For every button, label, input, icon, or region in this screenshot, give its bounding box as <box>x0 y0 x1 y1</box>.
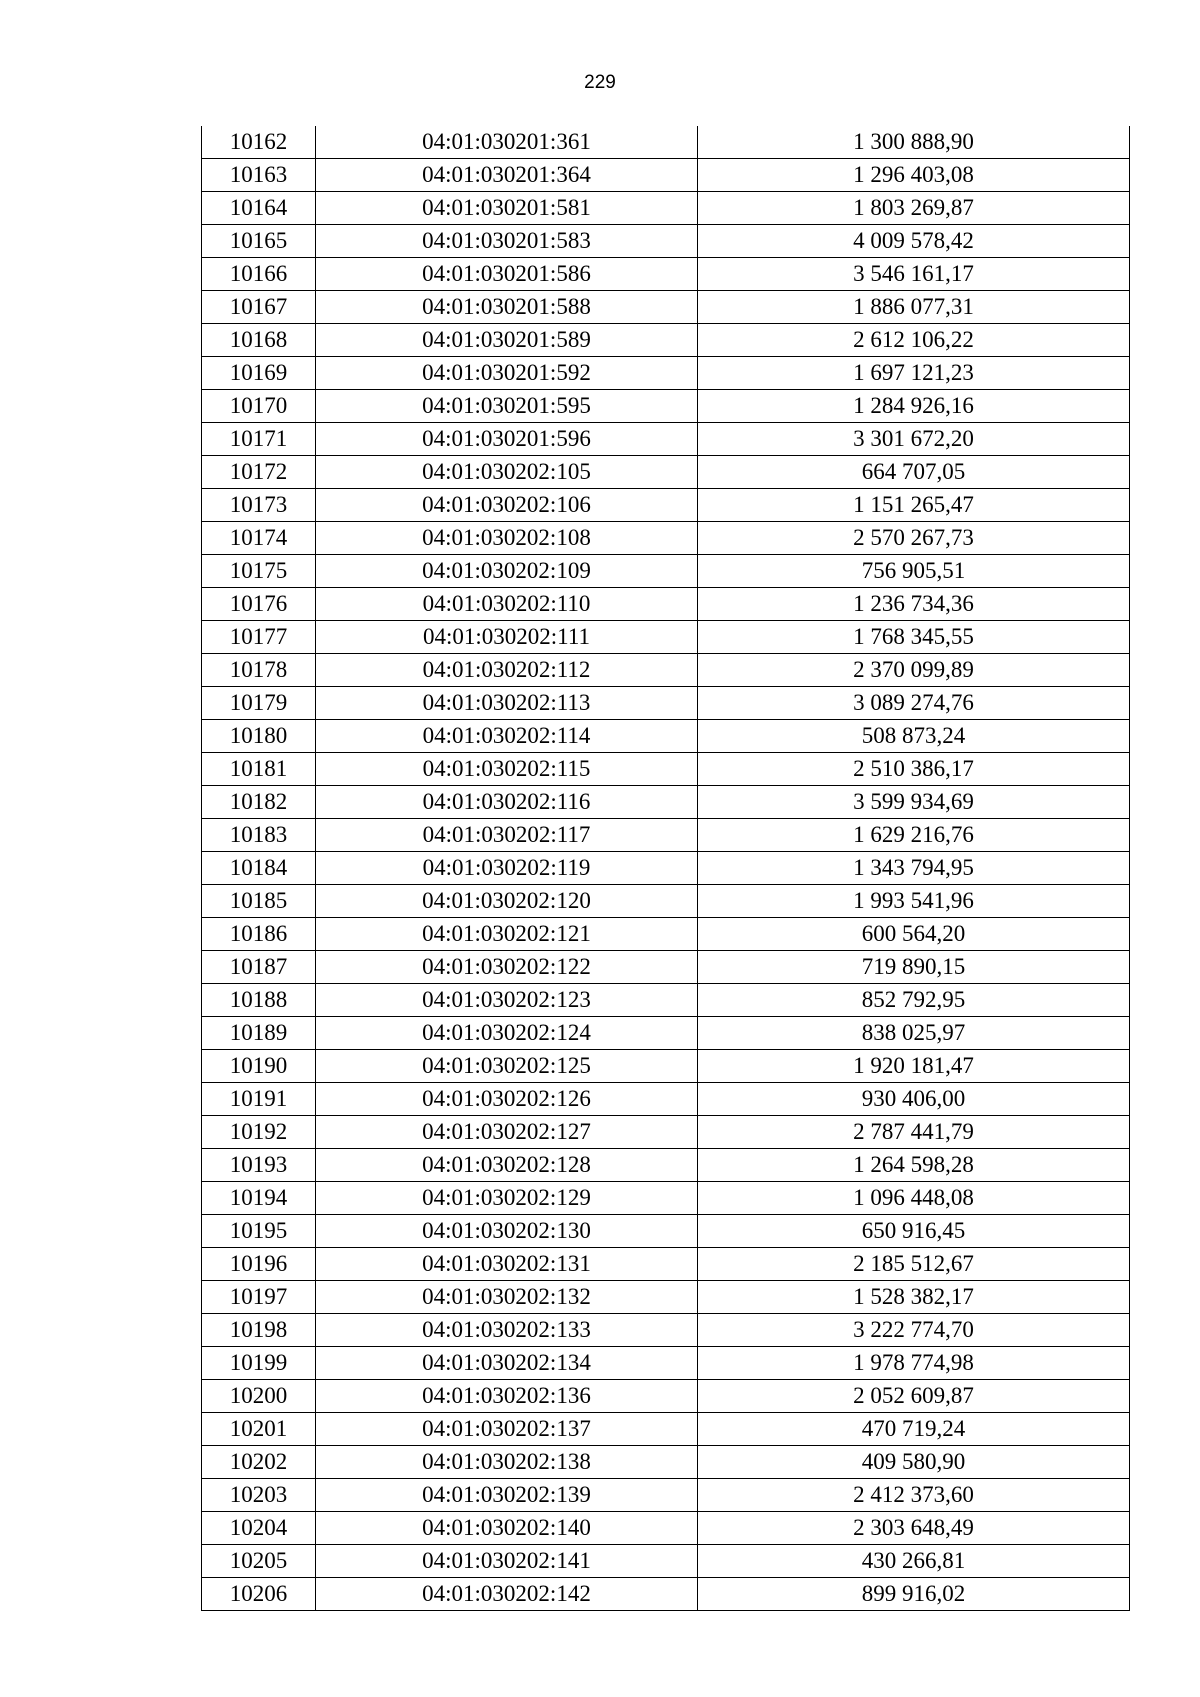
table-row <box>202 489 1130 522</box>
row-number-cell: 10203 <box>202 1479 316 1512</box>
table-row <box>202 1512 1130 1545</box>
table-row <box>202 1314 1130 1347</box>
cadastral-number-cell: 04:01:030202:114 <box>316 720 698 753</box>
table-row <box>202 1479 1130 1512</box>
value-cell: 650 916,45 <box>698 1215 1130 1248</box>
cadastral-number-cell: 04:01:030202:139 <box>316 1479 698 1512</box>
value-cell: 2 510 386,17 <box>698 753 1130 786</box>
table-row <box>202 159 1130 192</box>
cadastral-number-cell: 04:01:030201:361 <box>316 126 698 159</box>
value-cell: 1 886 077,31 <box>698 291 1130 324</box>
row-number-cell: 10192 <box>202 1116 316 1149</box>
row-number-cell: 10162 <box>202 126 316 159</box>
value-cell: 2 787 441,79 <box>698 1116 1130 1149</box>
table-row <box>202 819 1130 852</box>
cadastral-number-cell: 04:01:030202:119 <box>316 852 698 885</box>
table-row <box>202 1050 1130 1083</box>
value-cell: 1 343 794,95 <box>698 852 1130 885</box>
value-cell: 2 612 106,22 <box>698 324 1130 357</box>
row-number-cell: 10176 <box>202 588 316 621</box>
cadastral-number-cell: 04:01:030202:117 <box>316 819 698 852</box>
cadastral-number-cell: 04:01:030202:140 <box>316 1512 698 1545</box>
row-number-cell: 10190 <box>202 1050 316 1083</box>
table-row <box>202 786 1130 819</box>
row-number-cell: 10194 <box>202 1182 316 1215</box>
value-cell: 1 768 345,55 <box>698 621 1130 654</box>
value-cell: 930 406,00 <box>698 1083 1130 1116</box>
table-row <box>202 291 1130 324</box>
row-number-cell: 10195 <box>202 1215 316 1248</box>
value-cell: 1 629 216,76 <box>698 819 1130 852</box>
value-cell: 1 284 926,16 <box>698 390 1130 423</box>
table-row <box>202 588 1130 621</box>
cadastral-number-cell: 04:01:030201:586 <box>316 258 698 291</box>
row-number-cell: 10182 <box>202 786 316 819</box>
value-cell: 1 264 598,28 <box>698 1149 1130 1182</box>
cadastral-number-cell: 04:01:030202:124 <box>316 1017 698 1050</box>
row-number-cell: 10205 <box>202 1545 316 1578</box>
table-row <box>202 1347 1130 1380</box>
cadastral-number-cell: 04:01:030202:138 <box>316 1446 698 1479</box>
value-cell: 1 300 888,90 <box>698 126 1130 159</box>
table-row <box>202 918 1130 951</box>
row-number-cell: 10191 <box>202 1083 316 1116</box>
row-number-cell: 10169 <box>202 357 316 390</box>
cadastral-number-cell: 04:01:030202:108 <box>316 522 698 555</box>
value-cell: 2 570 267,73 <box>698 522 1130 555</box>
table-row <box>202 621 1130 654</box>
row-number-cell: 10204 <box>202 1512 316 1545</box>
table-row <box>202 1446 1130 1479</box>
cadastral-number-cell: 04:01:030201:596 <box>316 423 698 456</box>
value-cell: 508 873,24 <box>698 720 1130 753</box>
value-cell: 756 905,51 <box>698 555 1130 588</box>
row-number-cell: 10185 <box>202 885 316 918</box>
cadastral-number-cell: 04:01:030202:115 <box>316 753 698 786</box>
value-cell: 899 916,02 <box>698 1578 1130 1611</box>
cadastral-number-cell: 04:01:030202:132 <box>316 1281 698 1314</box>
row-number-cell: 10186 <box>202 918 316 951</box>
cadastral-number-cell: 04:01:030202:122 <box>316 951 698 984</box>
table-body <box>202 126 1130 1611</box>
table-row <box>202 423 1130 456</box>
cadastral-number-cell: 04:01:030202:116 <box>316 786 698 819</box>
row-number-cell: 10174 <box>202 522 316 555</box>
table-row <box>202 1413 1130 1446</box>
row-number-cell: 10181 <box>202 753 316 786</box>
table-row <box>202 1380 1130 1413</box>
cadastral-number-cell: 04:01:030201:364 <box>316 159 698 192</box>
cadastral-number-cell: 04:01:030202:110 <box>316 588 698 621</box>
cadastral-number-cell: 04:01:030202:125 <box>316 1050 698 1083</box>
row-number-cell: 10189 <box>202 1017 316 1050</box>
value-cell: 1 993 541,96 <box>698 885 1130 918</box>
value-cell: 2 052 609,87 <box>698 1380 1130 1413</box>
cadastral-number-cell: 04:01:030201:589 <box>316 324 698 357</box>
cadastral-number-cell: 04:01:030202:128 <box>316 1149 698 1182</box>
row-number-cell: 10183 <box>202 819 316 852</box>
value-cell: 664 707,05 <box>698 456 1130 489</box>
cadastral-number-cell: 04:01:030202:130 <box>316 1215 698 1248</box>
table-row <box>202 1017 1130 1050</box>
cadastral-number-cell: 04:01:030201:595 <box>316 390 698 423</box>
value-cell: 3 546 161,17 <box>698 258 1130 291</box>
value-cell: 2 412 373,60 <box>698 1479 1130 1512</box>
value-cell: 1 803 269,87 <box>698 192 1130 225</box>
table-row <box>202 390 1130 423</box>
row-number-cell: 10197 <box>202 1281 316 1314</box>
cadastral-value-table <box>201 126 1130 1611</box>
row-number-cell: 10200 <box>202 1380 316 1413</box>
row-number-cell: 10206 <box>202 1578 316 1611</box>
table-row <box>202 1083 1130 1116</box>
row-number-cell: 10188 <box>202 984 316 1017</box>
table-row <box>202 687 1130 720</box>
cadastral-number-cell: 04:01:030202:127 <box>316 1116 698 1149</box>
row-number-cell: 10172 <box>202 456 316 489</box>
cadastral-number-cell: 04:01:030201:588 <box>316 291 698 324</box>
cadastral-number-cell: 04:01:030202:126 <box>316 1083 698 1116</box>
row-number-cell: 10167 <box>202 291 316 324</box>
value-cell: 409 580,90 <box>698 1446 1130 1479</box>
table-row <box>202 1545 1130 1578</box>
value-cell: 719 890,15 <box>698 951 1130 984</box>
row-number-cell: 10173 <box>202 489 316 522</box>
value-cell: 1 236 734,36 <box>698 588 1130 621</box>
cadastral-number-cell: 04:01:030202:106 <box>316 489 698 522</box>
row-number-cell: 10193 <box>202 1149 316 1182</box>
value-cell: 4 009 578,42 <box>698 225 1130 258</box>
table-row <box>202 885 1130 918</box>
table-row <box>202 1116 1130 1149</box>
row-number-cell: 10196 <box>202 1248 316 1281</box>
row-number-cell: 10171 <box>202 423 316 456</box>
table-row <box>202 126 1130 159</box>
table-row <box>202 1248 1130 1281</box>
table-row <box>202 852 1130 885</box>
row-number-cell: 10163 <box>202 159 316 192</box>
value-cell: 1 697 121,23 <box>698 357 1130 390</box>
row-number-cell: 10179 <box>202 687 316 720</box>
cadastral-number-cell: 04:01:030202:123 <box>316 984 698 1017</box>
row-number-cell: 10164 <box>202 192 316 225</box>
table-row <box>202 357 1130 390</box>
row-number-cell: 10168 <box>202 324 316 357</box>
row-number-cell: 10187 <box>202 951 316 984</box>
cadastral-number-cell: 04:01:030202:141 <box>316 1545 698 1578</box>
table-row <box>202 753 1130 786</box>
table-row <box>202 1215 1130 1248</box>
value-cell: 1 920 181,47 <box>698 1050 1130 1083</box>
table-row <box>202 225 1130 258</box>
value-cell: 852 792,95 <box>698 984 1130 1017</box>
cadastral-number-cell: 04:01:030202:121 <box>316 918 698 951</box>
value-cell: 2 370 099,89 <box>698 654 1130 687</box>
cadastral-number-cell: 04:01:030202:131 <box>316 1248 698 1281</box>
cadastral-number-cell: 04:01:030202:142 <box>316 1578 698 1611</box>
row-number-cell: 10202 <box>202 1446 316 1479</box>
cadastral-number-cell: 04:01:030201:592 <box>316 357 698 390</box>
value-cell: 3 089 274,76 <box>698 687 1130 720</box>
row-number-cell: 10177 <box>202 621 316 654</box>
value-cell: 1 978 774,98 <box>698 1347 1130 1380</box>
cadastral-number-cell: 04:01:030202:136 <box>316 1380 698 1413</box>
table-row <box>202 522 1130 555</box>
value-cell: 600 564,20 <box>698 918 1130 951</box>
cadastral-number-cell: 04:01:030201:583 <box>316 225 698 258</box>
value-cell: 430 266,81 <box>698 1545 1130 1578</box>
row-number-cell: 10199 <box>202 1347 316 1380</box>
table-row <box>202 192 1130 225</box>
row-number-cell: 10166 <box>202 258 316 291</box>
table-row <box>202 1182 1130 1215</box>
table-row <box>202 258 1130 291</box>
cadastral-number-cell: 04:01:030202:109 <box>316 555 698 588</box>
cadastral-number-cell: 04:01:030202:113 <box>316 687 698 720</box>
row-number-cell: 10201 <box>202 1413 316 1446</box>
table-row <box>202 654 1130 687</box>
table-row <box>202 555 1130 588</box>
value-cell: 3 301 672,20 <box>698 423 1130 456</box>
cadastral-number-cell: 04:01:030202:137 <box>316 1413 698 1446</box>
row-number-cell: 10165 <box>202 225 316 258</box>
table-row <box>202 720 1130 753</box>
cadastral-number-cell: 04:01:030202:112 <box>316 654 698 687</box>
table-row <box>202 1578 1130 1611</box>
table-row <box>202 951 1130 984</box>
value-cell: 1 296 403,08 <box>698 159 1130 192</box>
row-number-cell: 10198 <box>202 1314 316 1347</box>
value-cell: 838 025,97 <box>698 1017 1130 1050</box>
row-number-cell: 10178 <box>202 654 316 687</box>
cadastral-number-cell: 04:01:030201:581 <box>316 192 698 225</box>
value-cell: 2 303 648,49 <box>698 1512 1130 1545</box>
cadastral-number-cell: 04:01:030202:133 <box>316 1314 698 1347</box>
row-number-cell: 10175 <box>202 555 316 588</box>
row-number-cell: 10170 <box>202 390 316 423</box>
value-cell: 1 096 448,08 <box>698 1182 1130 1215</box>
table-row <box>202 324 1130 357</box>
cadastral-number-cell: 04:01:030202:120 <box>316 885 698 918</box>
page-number: 229 <box>584 72 616 93</box>
table-row <box>202 1149 1130 1182</box>
cadastral-number-cell: 04:01:030202:111 <box>316 621 698 654</box>
value-cell: 470 719,24 <box>698 1413 1130 1446</box>
table-row <box>202 456 1130 489</box>
cadastral-number-cell: 04:01:030202:105 <box>316 456 698 489</box>
row-number-cell: 10184 <box>202 852 316 885</box>
value-cell: 1 151 265,47 <box>698 489 1130 522</box>
value-cell: 3 599 934,69 <box>698 786 1130 819</box>
cadastral-number-cell: 04:01:030202:134 <box>316 1347 698 1380</box>
table-row <box>202 1281 1130 1314</box>
row-number-cell: 10180 <box>202 720 316 753</box>
value-cell: 3 222 774,70 <box>698 1314 1130 1347</box>
value-cell: 2 185 512,67 <box>698 1248 1130 1281</box>
table-row <box>202 984 1130 1017</box>
cadastral-number-cell: 04:01:030202:129 <box>316 1182 698 1215</box>
value-cell: 1 528 382,17 <box>698 1281 1130 1314</box>
